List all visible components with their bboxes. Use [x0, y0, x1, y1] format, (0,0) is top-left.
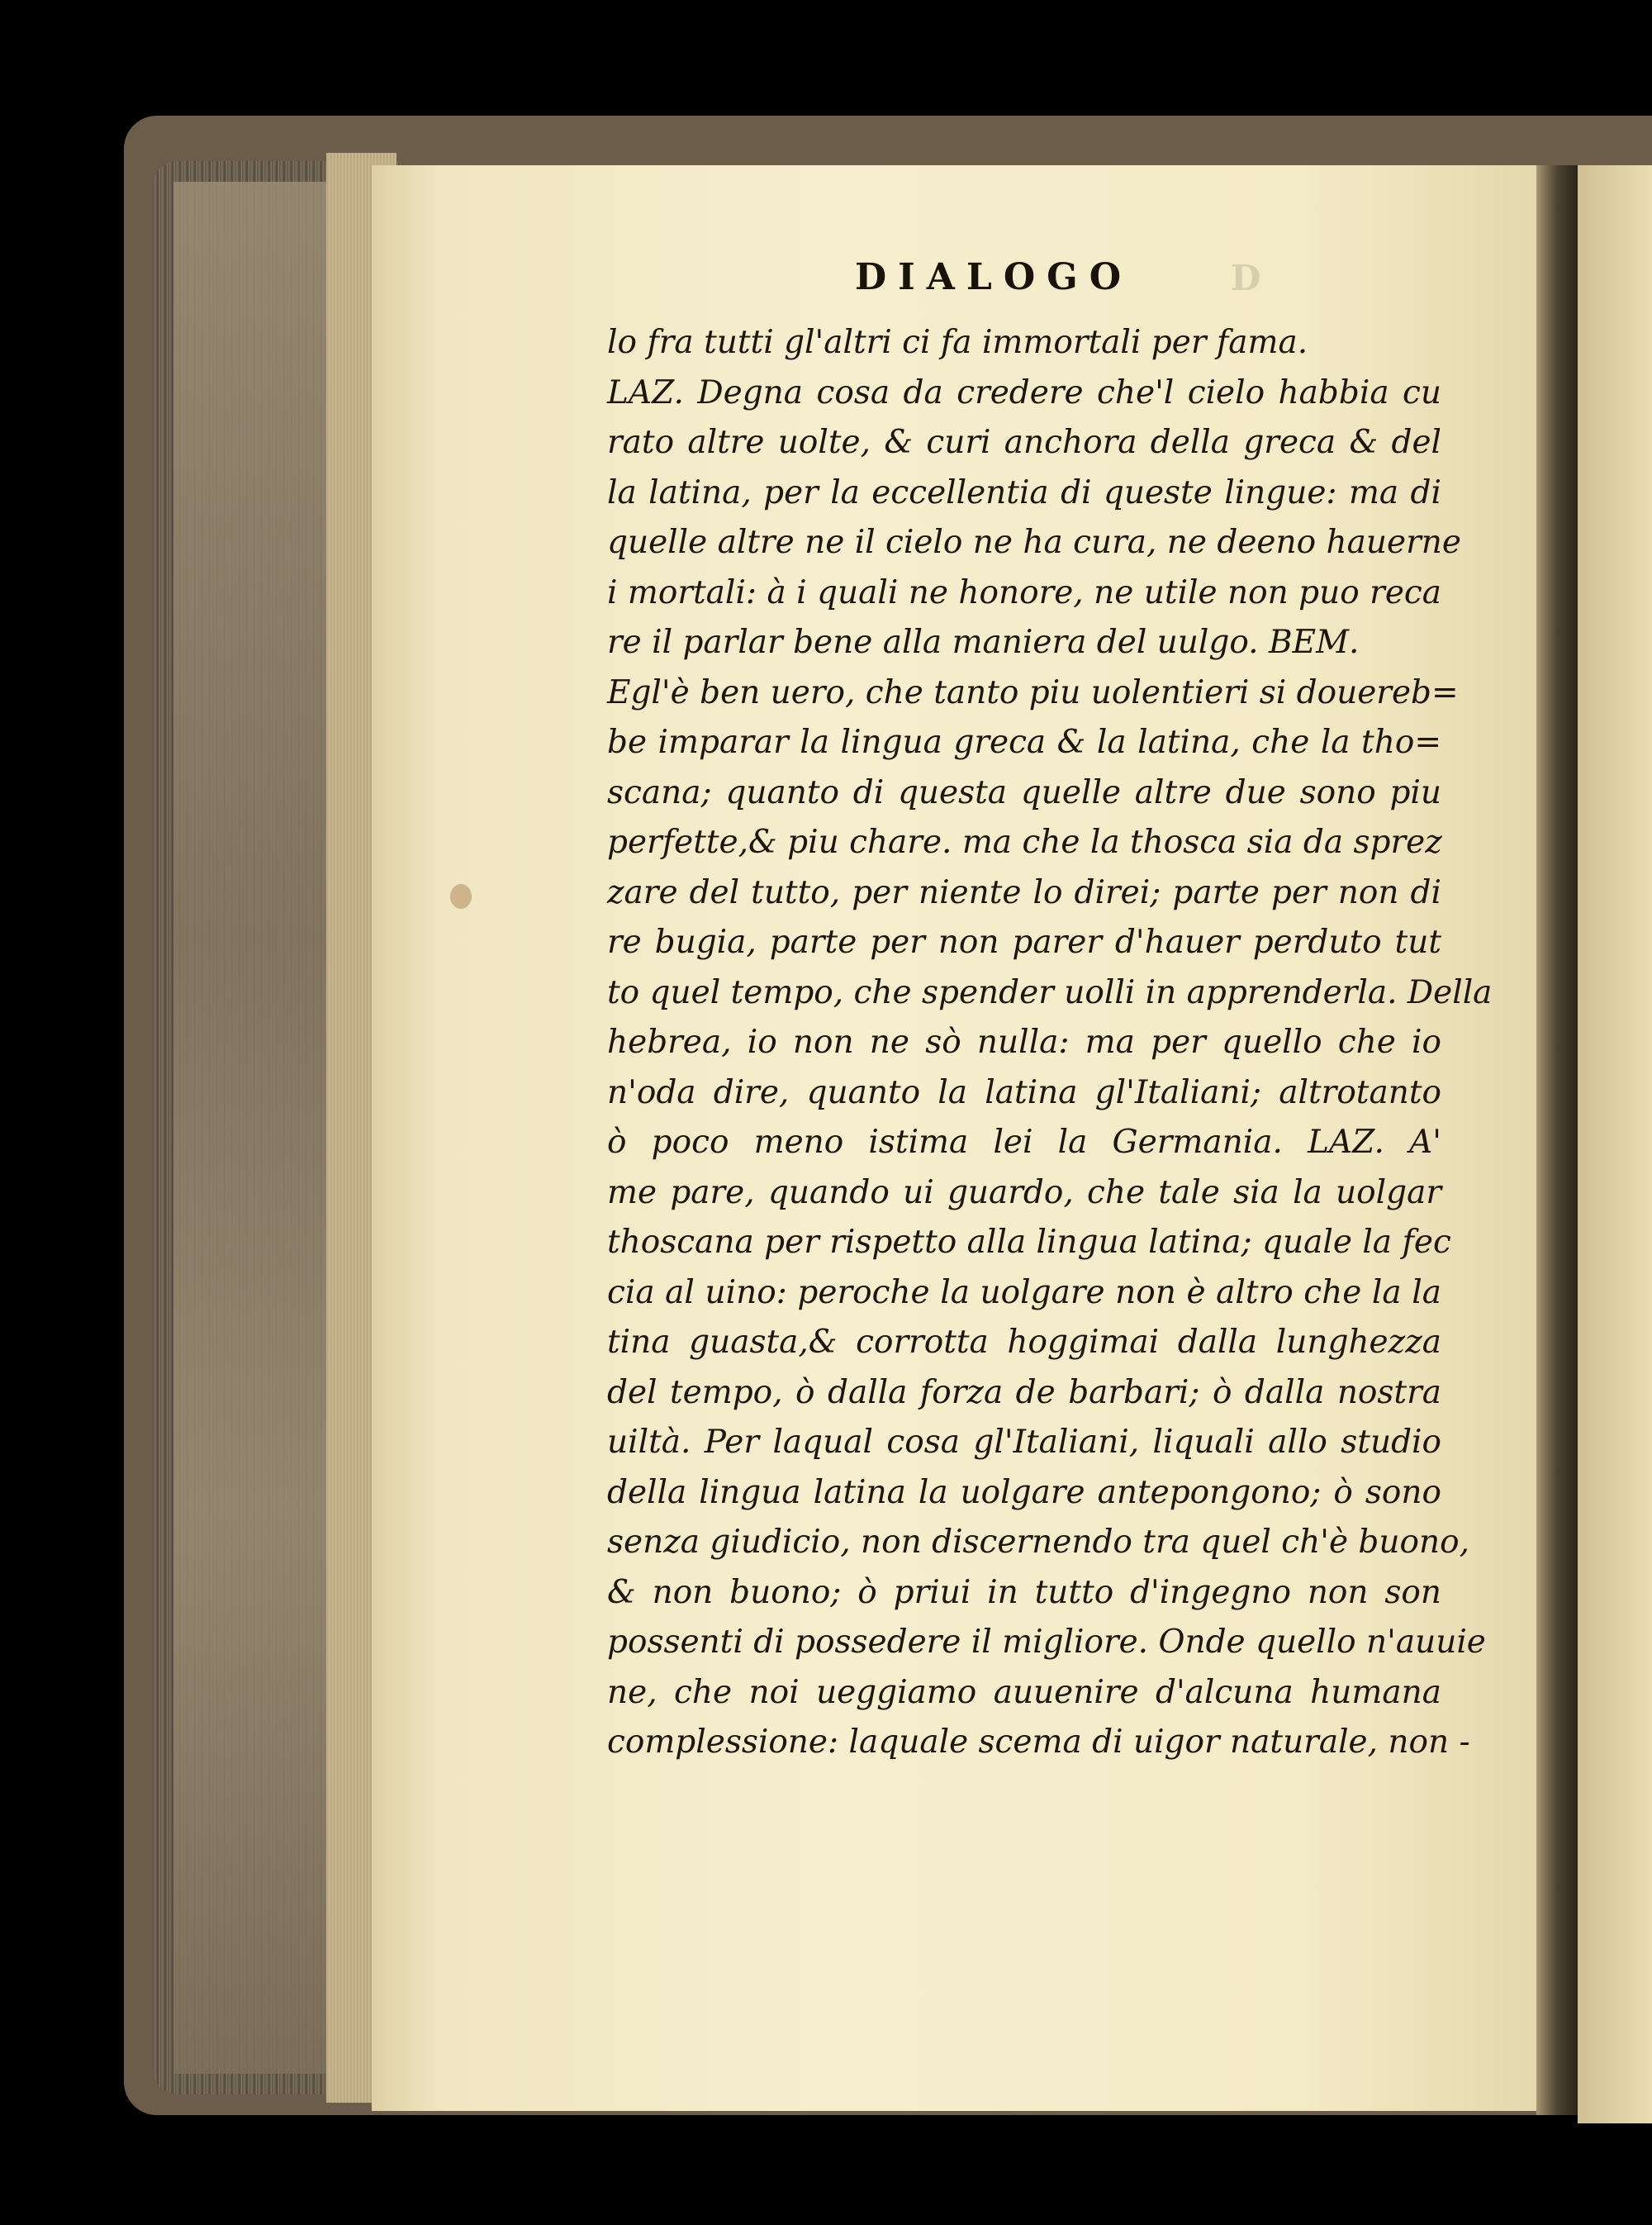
text-block	[607, 318, 1493, 1768]
text-line: re bugia, parte per non parer d'hauer perduto tut	[607, 924, 1441, 961]
text-line: tina guasta,& corrotta hoggimai dalla lunghezza	[607, 1324, 1441, 1361]
text-line: possenti di possedere il migliore. Onde quello n'auuie	[607, 1624, 1486, 1661]
text-line: me pare, quando ui guardo, che tale sia la uolgar	[607, 1173, 1441, 1211]
show-through-text: D	[1231, 258, 1270, 298]
text-line: perfette,& piu chare. ma che la thosca sia da sprez	[607, 824, 1442, 861]
fore-edge-pages	[173, 182, 347, 2074]
facing-page-edge	[1578, 165, 1652, 2123]
text-line: scana; quanto di questa quelle altre due sono piu	[607, 773, 1441, 811]
text-line: LAZ. Degna cosa da credere che'l cielo habbia cu	[607, 373, 1441, 411]
text-line: lo fra tutti gl'altri ci fa immortali per fama.	[607, 324, 1308, 361]
text-line: la latina, per la eccellentia di queste lingue: ma di	[607, 473, 1441, 511]
text-line: del tempo, ò dalla forza de barbari; ò dalla nostra	[607, 1373, 1441, 1411]
text-line: della lingua latina la uolgare antepongono; ò sono	[607, 1473, 1441, 1511]
page-stain	[450, 884, 472, 909]
text-line: n'oda dire, quanto la latina gl'Italiani; altrotanto	[607, 1073, 1441, 1111]
running-head: DIALOGO	[855, 256, 1133, 298]
text-line: & non buono; ò priui in tutto d'ingegno non son	[607, 1573, 1441, 1611]
text-line: complessione: laquale scema di uigor naturale, non -	[607, 1723, 1470, 1761]
text-line: rato altre uolte, & curi anchora della greca & del	[607, 424, 1441, 461]
text-line: cia al uino: peroche la uolgare non è altro che la la	[607, 1273, 1441, 1311]
text-line: re il parlar bene alla maniera del uulgo. BEM.	[607, 624, 1360, 661]
text-line: senza giudicio, non discernendo tra quel ch'è buono,	[607, 1524, 1469, 1561]
text-line: quelle altre ne il cielo ne ha cura, ne deeno hauerne	[607, 524, 1461, 561]
text-line: thoscana per rispetto alla lingua latina; quale la fec	[607, 1224, 1451, 1261]
gutter-shadow	[1536, 165, 1578, 2115]
text-line: Egl'è ben uero, che tanto piu uolentieri si douereb=	[607, 673, 1459, 711]
text-line: i mortali: à i quali ne honore, ne utile non puo reca	[607, 573, 1441, 611]
text-line: to quel tempo, che spender uolli in apprenderla. Della	[607, 973, 1493, 1011]
text-line: zare del tutto, per niente lo direi; parte per non di	[607, 873, 1441, 911]
text-line: ne, che noi ueggiamo auuenire d'alcuna humana	[607, 1673, 1441, 1711]
text-line: hebrea, io non ne sò nulla: ma per quello che io	[607, 1024, 1441, 1061]
text-line: be imparar la lingua greca & la latina, che la tho=	[607, 724, 1441, 761]
text-line: ò poco meno istima lei la Germania. LAZ. A'	[607, 1124, 1441, 1161]
text-line: uiltà. Per laqual cosa gl'Italiani, liquali allo studio	[607, 1424, 1441, 1461]
